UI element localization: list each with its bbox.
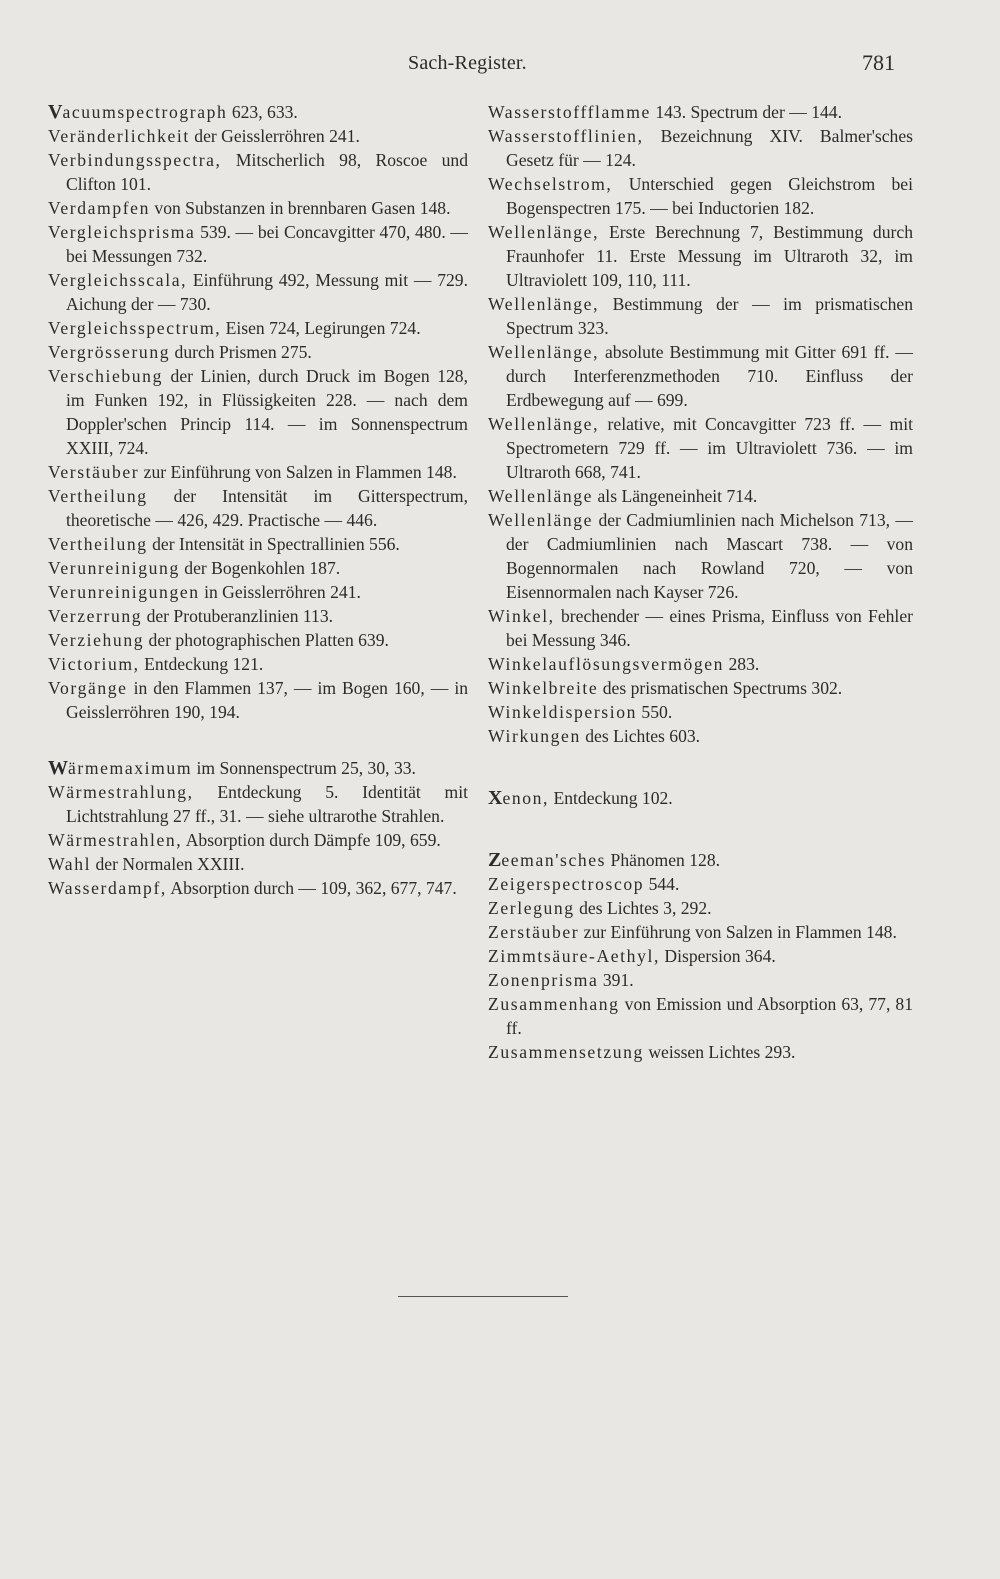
index-references: der Cadmiumlinien nach Michelson 713, — der Cadmiumlinien nach Mascart 738. — von Bogennormalen nach Rowland 720, — von Eisennormalen nach Kayser 726.	[506, 510, 913, 602]
index-references: brechender — eines Prisma, Einfluss von Fehler bei Messung 346.	[506, 606, 913, 650]
index-entry	[48, 484, 468, 532]
left-column	[48, 100, 468, 900]
index-entry	[48, 100, 468, 124]
index-entry	[48, 852, 468, 876]
index-references: 550.	[641, 702, 673, 722]
right-column	[488, 100, 913, 1064]
index-entry	[488, 484, 913, 508]
section-z	[488, 848, 913, 1064]
index-entry	[48, 580, 468, 604]
index-references: Erste Berechnung 7, Bestimmung durch Fraunhofer 11. Erste Messung im Ultraroth 32, im Ultraviolett 109, 110, 111.	[506, 222, 913, 290]
index-term: Wasserstofflinien,	[488, 126, 644, 146]
index-entry	[48, 316, 468, 340]
index-entry	[488, 1040, 913, 1064]
index-references: von Substanzen in brennbaren Gasen 148.	[154, 198, 451, 218]
index-term: Wellenlänge,	[488, 414, 600, 434]
index-references: weissen Lichtes 293.	[648, 1042, 796, 1062]
index-references: der Bogenkohlen 187.	[184, 558, 341, 578]
index-term: Vacuumspectrograph	[48, 101, 228, 123]
index-references: der Linien, durch Druck im Bogen 128, im Funken 192, in Flüssigkeiten 228. — nach dem Doppler'schen Princip 114. — im Sonnenspectrum XXIII, 724.	[66, 366, 468, 458]
index-entry	[488, 700, 913, 724]
index-entry	[488, 652, 913, 676]
index-term: Vertheilung	[48, 486, 148, 506]
index-term: Winkelbreite	[488, 678, 599, 698]
index-entry	[488, 896, 913, 920]
index-term: Verschiebung	[48, 366, 163, 386]
index-term: Zusammensetzung	[488, 1042, 644, 1062]
running-header	[0, 52, 1000, 82]
index-term: Zeeman'sches	[488, 849, 607, 871]
index-references: 539. — bei Concavgitter 470, 480. — bei Messungen 732.	[66, 222, 469, 266]
index-references: Mitscherlich 98, Roscoe und Clifton 101.	[66, 150, 469, 194]
index-term: Wasserdampf,	[48, 878, 167, 898]
index-entry	[488, 848, 913, 872]
index-references: Absorption durch Dämpfe 109, 659.	[185, 830, 441, 850]
index-term: Wellenlänge	[488, 510, 594, 530]
index-references: Entdeckung 121.	[144, 654, 264, 674]
index-references: zur Einführung von Salzen in Flammen 148.	[583, 922, 897, 942]
index-term: Zeigerspectroscop	[488, 874, 645, 894]
index-term: Winkeldispersion	[488, 702, 638, 722]
section-w-continued	[488, 100, 913, 748]
index-references: des Lichtes 3, 292.	[579, 898, 712, 918]
index-term: Zonenprisma	[488, 970, 599, 990]
index-term: Vergrösserung	[48, 342, 171, 362]
index-term: Wasserstoffflamme	[488, 102, 651, 122]
index-term: Winkel,	[488, 606, 555, 626]
index-term: Wärmemaximum	[48, 757, 193, 779]
index-references: Entdeckung 102.	[553, 788, 673, 808]
index-term: Vergleichsscala,	[48, 270, 188, 290]
index-entry	[488, 872, 913, 896]
index-references: Einführung 492, Messung mit — 729. Aichung der — 730.	[66, 270, 468, 314]
index-term: Vorgänge	[48, 678, 128, 698]
index-references: Eisen 724, Legirungen 724.	[225, 318, 421, 338]
index-references: Dispersion 364.	[664, 946, 776, 966]
index-entry	[488, 220, 913, 292]
index-term: Victorium,	[48, 654, 140, 674]
index-references: der Geisslerröhren 241.	[194, 126, 360, 146]
index-entry	[48, 220, 468, 268]
index-references: als Längeneinheit 714.	[597, 486, 758, 506]
index-references: des prismatischen Spectrums 302.	[602, 678, 843, 698]
index-references: in Geisslerröhren 241.	[204, 582, 361, 602]
index-entry	[488, 124, 913, 172]
index-entry	[48, 532, 468, 556]
index-entry	[48, 340, 468, 364]
index-references: Phänomen 128.	[610, 850, 721, 870]
index-term: Wärmestrahlung,	[48, 782, 194, 802]
index-entry	[48, 628, 468, 652]
index-entry	[488, 968, 913, 992]
index-entry	[488, 676, 913, 700]
index-references: Bezeichnung XIV. Balmer'sches Gesetz für — 124.	[506, 126, 913, 170]
index-term: Verdampfen	[48, 198, 150, 218]
index-entry	[48, 268, 468, 316]
index-entry	[48, 604, 468, 628]
index-references: der photographischen Platten 639.	[148, 630, 389, 650]
index-entry	[488, 100, 913, 124]
index-entry	[48, 756, 468, 780]
index-references: 143. Spectrum der — 144.	[655, 102, 842, 122]
index-entry	[48, 364, 468, 460]
index-term: Zerlegung	[488, 898, 575, 918]
section-v	[48, 100, 468, 724]
index-term: Wärmestrahlen,	[48, 830, 183, 850]
index-entry	[488, 604, 913, 652]
index-entry	[488, 340, 913, 412]
index-entry	[488, 724, 913, 748]
index-references: des Lichtes 603.	[585, 726, 701, 746]
index-term: Verbindungsspectra,	[48, 150, 222, 170]
index-entry	[48, 876, 468, 900]
index-entry	[488, 412, 913, 484]
index-term: Xenon,	[488, 787, 550, 809]
index-term: Veränderlichkeit	[48, 126, 190, 146]
index-entry	[488, 172, 913, 220]
index-term: Vergleichsspectrum,	[48, 318, 222, 338]
section-x	[488, 786, 913, 810]
index-entry	[48, 460, 468, 484]
index-references: von Emission und Absorption 63, 77, 81 ff.	[506, 994, 913, 1038]
index-references: 623, 633.	[231, 102, 298, 122]
index-entry	[48, 652, 468, 676]
end-rule	[398, 1296, 568, 1297]
index-entry	[48, 780, 468, 828]
index-references: 391.	[602, 970, 634, 990]
section-initial: V	[48, 101, 63, 123]
index-term: Wellenlänge,	[488, 222, 600, 242]
page-title: Sach-Register.	[408, 52, 527, 74]
index-entry	[48, 148, 468, 196]
page-number: 781	[862, 50, 895, 75]
index-references: der Normalen XXIII.	[95, 854, 245, 874]
index-references: 544.	[648, 874, 680, 894]
index-term: Wellenlänge	[488, 486, 594, 506]
index-term: Wellenlänge,	[488, 294, 600, 314]
index-entry	[488, 992, 913, 1040]
index-term: Winkelauflösungsvermögen	[488, 654, 725, 674]
index-references: Absorption durch — 109, 362, 677, 747.	[170, 878, 457, 898]
index-references: Bestimmung der — im prismatischen Spectrum 323.	[506, 294, 913, 338]
index-term: Verzerrung	[48, 606, 143, 626]
index-term: Verziehung	[48, 630, 145, 650]
index-entry	[488, 786, 913, 810]
index-entry	[488, 508, 913, 604]
index-term: Verstäuber	[48, 462, 140, 482]
index-references: in den Flammen 137, — im Bogen 160, — in Geisslerröhren 190, 194.	[66, 678, 468, 722]
index-references: durch Prismen 275.	[174, 342, 312, 362]
section-initial: Z	[488, 849, 502, 871]
index-term: Verunreinigung	[48, 558, 180, 578]
index-term: Wirkungen	[488, 726, 581, 746]
index-references: der Intensität in Spectrallinien 556.	[152, 534, 400, 554]
index-references: absolute Bestimmung mit Gitter 691 ff. — durch Interferenzmethoden 710. Einfluss der Erdbewegung auf — 699.	[506, 342, 913, 410]
index-references: 283.	[728, 654, 760, 674]
index-references: zur Einführung von Salzen in Flammen 148.	[143, 462, 457, 482]
index-references: im Sonnenspectrum 25, 30, 33.	[196, 758, 416, 778]
index-term: Wellenlänge,	[488, 342, 600, 362]
index-term: Zimmtsäure-Aethyl,	[488, 946, 660, 966]
index-term: Verunreinigungen	[48, 582, 200, 602]
index-references: der Intensität im Gitterspectrum, theoretische — 426, 429. Practische — 446.	[66, 486, 468, 530]
index-entry	[488, 292, 913, 340]
index-term: Vertheilung	[48, 534, 148, 554]
index-references: der Protuberanzlinien 113.	[146, 606, 334, 626]
index-entry	[48, 556, 468, 580]
index-term: Vergleichsprisma	[48, 222, 196, 242]
index-term: Zerstäuber	[488, 922, 580, 942]
index-term: Wechselstrom,	[488, 174, 613, 194]
index-entry	[48, 124, 468, 148]
index-entry	[488, 944, 913, 968]
index-term: Wahl	[48, 854, 92, 874]
index-references: relative, mit Concavgitter 723 ff. — mit Spectrometern 729 ff. — im Ultraviolett 736. — im Ultraroth 668, 741.	[506, 414, 913, 482]
index-references: Entdeckung 5. Identität mit Lichtstrahlung 27 ff., 31. — siehe ultrarothe Strahlen.	[66, 782, 468, 826]
section-initial: X	[488, 787, 503, 809]
index-entry	[48, 676, 468, 724]
index-term: Zusammenhang	[488, 994, 620, 1014]
section-initial: W	[48, 757, 68, 779]
index-entry	[48, 196, 468, 220]
section-w	[48, 756, 468, 900]
index-entry	[488, 920, 913, 944]
index-references: Unterschied gegen Gleichstrom bei Bogenspectren 175. — bei Inductorien 182.	[506, 174, 913, 218]
index-entry	[48, 828, 468, 852]
